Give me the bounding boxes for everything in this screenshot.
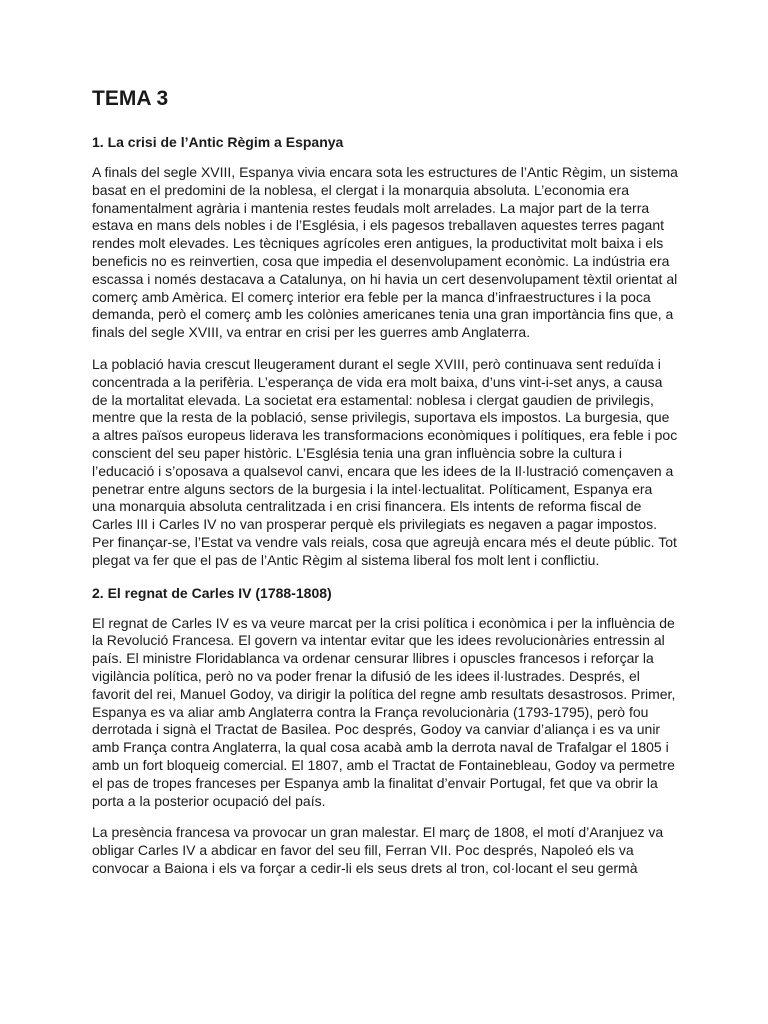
section-heading-2: 2. El regnat de Carles IV (1788-1808) [92,584,332,601]
section-1-paragraph-1: A finals del segle XVIII, Espanya vivia encara sota les estructures de l’Antic Règim, un sistema basat en el predomini de la noblesa, el clergat i la monarquia absoluta. L’economia era fonamentalment agrària i mantenia restes feudals molt arrelades. La major part de la terra estava en mans dels nobles i de l’Església, i els pagesos treballaven aquestes terres pagant rendes molt elevades. Les tècniques agrícoles eren antigues, la productivitat molt baixa i els beneficis no es reinvertien, cosa que impedia el desenvolupament econòmic. La indústria era escassa i només destacava a Catalunya, on hi havia un cert desenvolupament tèxtil orientat al comerç amb Amèrica. El comerç interior era feble per la manca d’infraestructures i la poca demanda, però el comerç amb les colònies americanes tenia una gran importància fins que, a finals del segle XVIII, va entrar en crisi per les guerres amb Anglaterra. [92,164,678,341]
section-2-paragraph-1: El regnat de Carles IV es va veure marcat per la crisi política i econòmica i per la influència de la Revolució Francesa. El govern va intentar evitar que les idees revolucionàries entressin al país. El ministre Floridablanca va ordenar censurar llibres i opuscles francesos i reforçar la vigilància política, però no va poder frenar la difusió de les idees il·lustrades. Després, el favorit del rei, Manuel Godoy, va dirigir la política del regne amb resultats desastrosos. Primer, Espanya es va aliar amb Anglaterra contra la França revolucionària (1793-1795), però fou derrotada i signà el Tractat de Basilea. Poc després, Godoy va canviar d’aliança i es va unir amb França contra Anglaterra, la qual cosa acabà amb la derrota naval de Trafalgar el 1805 i amb un fort bloqueig comercial. El 1807, amb el Tractat de Fontainebleau, Godoy va permetre el pas de tropes franceses per Espanya amb la finalitat d’envair Portugal, fet que va obrir la porta a la posterior ocupació del país. [92,614,676,809]
document-page [92,84,678,892]
section-1-paragraph-2: La població havia crescut lleugerament durant el segle XVIII, però continuava sent reduïda i concentrada a la perifèria. L’esperança de vida era molt baixa, d’uns vint-i-set anys, a causa de la mortalitat elevada. La societat era estamental: noblesa i clergat gaudien de privilegis, mentre que la resta de la població, sense privilegis, suportava els impostos. La burgesia, que a altres països europeus liderava les transformacions econòmiques i polítiques, era feble i poc conscient del seu paper històric. L’Església tenia una gran influència sobre la cultura i l’educació i s’oposava a qualsevol canvi, encara que les idees de la Il·lustració començaven a penetrar entre alguns sectors de la burgesia i la intel·lectualitat. Políticament, Espanya era una monarquia absoluta centralitzada i en crisi financera. Els intents de reforma fiscal de Carles III i Carles IV no van prosperar perquè els privilegiats es negaven a pagar impostos. Per finançar-se, l’Estat va vendre vals reials, cosa que agreujà encara més el deute públic. Tot plegat va fer que el pas de l’Antic Règim al sistema liberal fos molt lent i conflictiu. [92,355,678,568]
document-title: TEMA 3 [92,87,169,110]
section-heading-1: 1. La crisi de l’Antic Règim a Espanya [92,134,344,150]
section-2-paragraph-2: La presència francesa va provocar un gran malestar. El març de 1808, el motí d’Aranjuez va obligar Carles IV a abdicar en favor del seu fill, Ferran VII. Poc després, Napoleó els va convocar a Baiona i els va forçar a cedir-li els seus drets al tron, col·locant el seu germà [92,824,664,876]
